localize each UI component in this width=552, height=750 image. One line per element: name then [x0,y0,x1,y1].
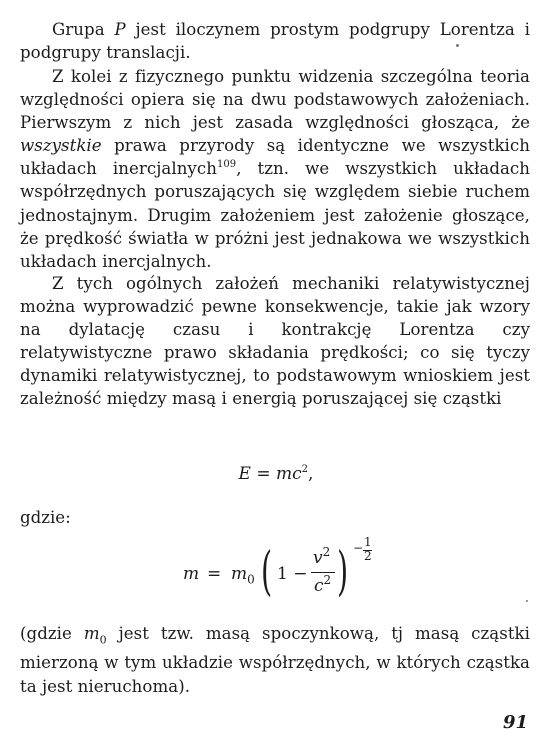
paper-speck [456,44,459,47]
formula-exp-sign: − [353,541,364,555]
text-fragment: prawa przyrody są identyczne we wszystkich układach inercjalnych [20,136,530,179]
text-fragment: (gdzie [20,624,84,643]
paragraph-rest-mass [20,622,530,698]
formula-right-paren: ) [337,542,349,602]
text-fragment: , tzn. we wszystkich układach współrzędnych poruszających się względem siebie ruchem jednostajnym. Drugim założeniem jest założenie głoszące, że prędkość światła w próżni jest jednakowa we wszystkich układach inercjalnych. [20,159,531,271]
emphasis-word: wszystkie [20,136,102,156]
text-fragment: jest tzw. masą spoczynkową, tj masą cząstki mierzoną w tym układzie współrzędnych, w których cząstka ta jest nieruchoma). [20,624,530,696]
gdzie-label: gdzie: [20,508,71,527]
formula-denominator: $c^2$ [314,573,332,596]
formula-comma: , [308,464,314,484]
paragraph-consequences [20,272,530,411]
variable-p: P [114,20,126,39]
formula-exp-den: 2 [364,549,372,563]
formula-numerator: $v^2$ [313,545,331,568]
formula-var-m0: $m_0$ [231,564,255,587]
text-fragment: jest iloczynem prostym podgrupy Lorentza i podgrupy translacji. [20,20,531,63]
formula-var-m: m [183,564,200,584]
paper-speck [526,600,528,602]
text-fragment: Z kolei z fizycznego punktu widzenia szczególna teoria względności opiera się na dwu podstawowych założeniach. Pierwszym z nich jest zasada względności głosząca, że [20,67,530,133]
page-number: 91 [502,712,528,733]
formula-left-paren: ( [261,542,273,602]
paragraph-relativity-assumptions [20,65,530,273]
text-fragment: Grupa [52,20,115,39]
formula-equals: = [207,564,222,584]
formula-exponent: 2 [301,464,309,475]
formula-exp-num: 1 [364,535,372,549]
formula-var-e: E [238,464,251,484]
formula-energy-mass [0,464,552,484]
variable-m0: $m_0$ [83,624,107,647]
formula-var-mc: mc [276,464,302,484]
formula-one-minus: 1 − [277,564,308,584]
text-fragment: Z tych ogólnych założeń mechaniki relatywistycznej można wyprowadzić pewne konsekwencje, takie jak wzory na dylatację czasu i kontrakcję Lorentza czy relatywistyczne prawo składania prędkości; co się tyczy dynamiki relatywistycznej, to podstawowym wnioskiem jest zależność między masą i energią poruszającej się cząstki [20,274,530,409]
formula-equals: = [250,464,277,484]
paragraph-group-p [20,18,530,64]
footnote-marker: 109 [216,159,237,171]
